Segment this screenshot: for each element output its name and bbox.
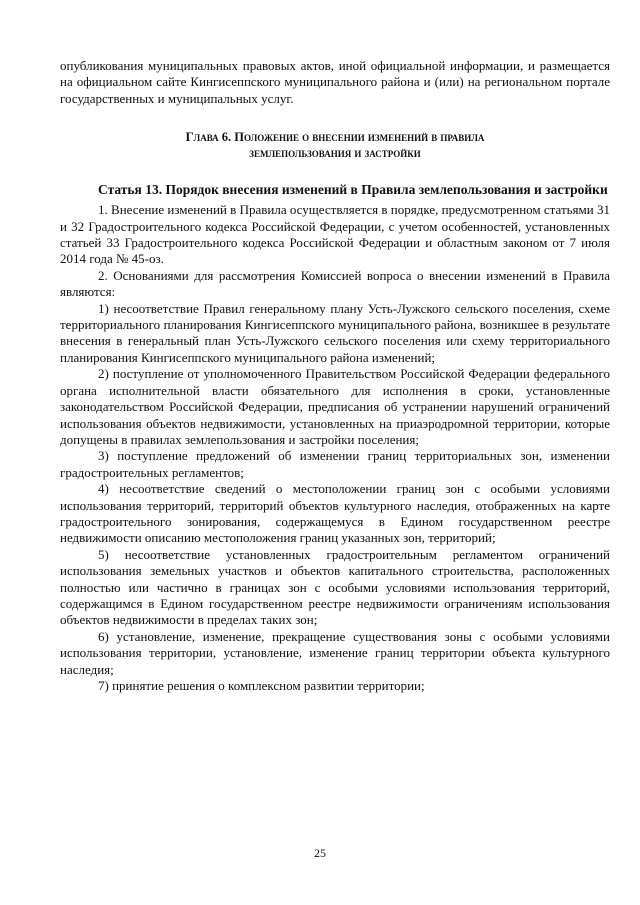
- chapter-heading-line-2: землепользования и застройки: [249, 146, 421, 161]
- list-item-1: 1) несоответствие Правил генеральному плану Усть-Лужского сельского поселения, схеме территориального планирования Кингисеппского муниципального района, возникшее в результате внесения в генеральный план Усть-Лужского сельского поселения или схему территориального планирования Кингисеппского муниципального района изменений;: [60, 300, 610, 365]
- list-item-6: 6) установление, изменение, прекращение существования зоны с особыми условиями использования территории, установление, изменение границ территории объекта культурного наследия;: [60, 628, 610, 677]
- list-item-7: 7) принятие решения о комплексном развитии территории;: [98, 678, 425, 693]
- paragraph-2: 2. Основаниями для рассмотрения Комиссией вопроса о внесении изменений в Правила являются:: [60, 267, 610, 300]
- chapter-heading-line-1: Глава 6. Положение о внесении изменений в правила: [185, 130, 485, 145]
- article-title: Статья 13. Порядок внесения изменений в Правила землепользования и застройки: [98, 182, 608, 198]
- list-item-4: 4) несоответствие сведений о местоположении границ зон с особыми условиями использования территорий, территорий объектов культурного наследия, отображенных на карте градостроительного зонирования, содержащемуся в Едином государственном реестре недвижимости описанию местоположения границ указанных зон, территорий;: [60, 481, 610, 546]
- document-page: [60, 58, 610, 694]
- intro-paragraph: опубликования муниципальных правовых актов, иной официальной информации, и размещается на официальном сайте Кингисеппского муниципального района и (или) на региональном портале государственных и муниципальных услуг.: [60, 58, 610, 106]
- list-item-2: 2) поступление от уполномоченного Правительством Российской Федерации федерального органа исполнительной власти обязательного для исполнения в сроки, установленные законодательством Российской Федерации, предписания об устранении нарушений ограничений использования объектов недвижимости, установленных на приаэродромной территории, которые допущены в правилах землепользования и застройки поселения;: [60, 366, 610, 447]
- paragraph-1: 1. Внесение изменений в Правила осуществляется в порядке, предусмотренном статьями 31 и 32 Градостроительного кодекса Российской Федерации, с учетом особенностей, установленных статьей 33 Градостроительного кодекса Российской Федерации и областным законом от 7 июля 2014 года № 45-оз.: [60, 202, 610, 267]
- page-number: 25: [314, 846, 326, 860]
- list-item-3: 3) поступление предложений об изменении границ территориальных зон, изменении градостроительных регламентов;: [60, 448, 610, 480]
- list-item-5: 5) несоответствие установленных градостроительным регламентом ограничений использования земельных участков и объектов капитального строительства, расположенных полностью или частично в границах зон с особыми условиями использования территорий, содержащимся в Едином государственном реестре недвижимости ограничениям использования объектов недвижимости в пределах таких зон;: [60, 546, 610, 628]
- chapter-heading: [60, 129, 610, 161]
